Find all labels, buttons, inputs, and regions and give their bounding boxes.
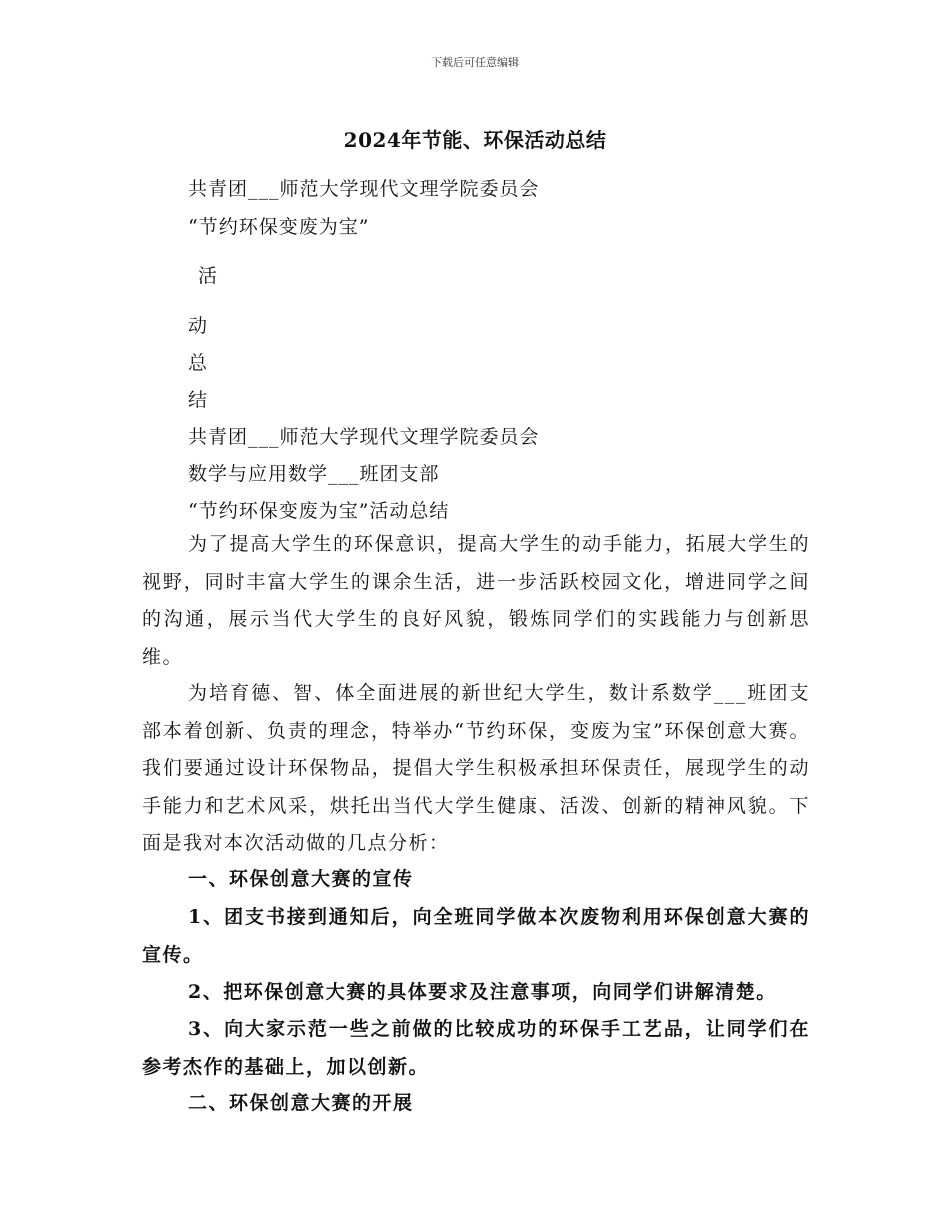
paragraph-intro: 为了提高大学生的环保意识，提高大学生的动手能力，拓展大学生的视野，同时丰富大学生的课余生活，进一步活跃校园文化，增进同学之间的沟通，展示当代大学生的良好风貌，锻炼同学们的实践能力与创新思维。 (142, 533, 810, 668)
branch-line: 数学与应用数学___班团支部 (188, 463, 440, 485)
org-line-2: 共青团___师范大学现代文理学院委员会 (188, 426, 540, 448)
section-1-item-2: 2、把环保创意大赛的具体要求及注意事项，向同学们讲解清楚。 (188, 981, 777, 1003)
vertical-char-2: 动 (188, 315, 209, 337)
paragraph-purpose: 为培育德、智、体全面进展的新世纪大学生，数计系数学___班团支部本着创新、负责的理念，特举办“节约环保，变废为宝”环保创意大赛。我们要通过设计环保物品，提倡大学生积极承担环保责任，展现学生的动手能力和艺术风采，烘托出当代大学生健康、活泼、创新的精神风貌。下面是我对本次活动做的几点分析： (142, 682, 810, 854)
section-1-heading: 一、环保创意大赛的宣传 (188, 868, 414, 890)
vertical-char-4: 结 (188, 389, 209, 411)
vertical-char-1: 活 (198, 265, 219, 287)
header-note: 下载后可任意编辑 (431, 56, 519, 69)
section-1-item-1: 1、团支书接到通知后，向全班同学做本次废物利用环保创意大赛的宣传。 (142, 906, 810, 966)
vertical-char-3: 总 (188, 352, 209, 374)
document-title: 2024年节能、环保活动总结 (343, 128, 607, 152)
summary-title: “节约环保变废为宝”活动总结 (188, 500, 450, 522)
org-line-1: 共青团___师范大学现代文理学院委员会 (188, 178, 540, 200)
section-1-item-3: 3、向大家示范一些之前做的比较成功的环保手工艺品，让同学们在参考杰作的基础上，加以创新。 (142, 1018, 810, 1078)
quote-title-1: “节约环保变废为宝” (188, 216, 370, 238)
section-2-heading: 二、环保创意大赛的开展 (188, 1092, 414, 1114)
